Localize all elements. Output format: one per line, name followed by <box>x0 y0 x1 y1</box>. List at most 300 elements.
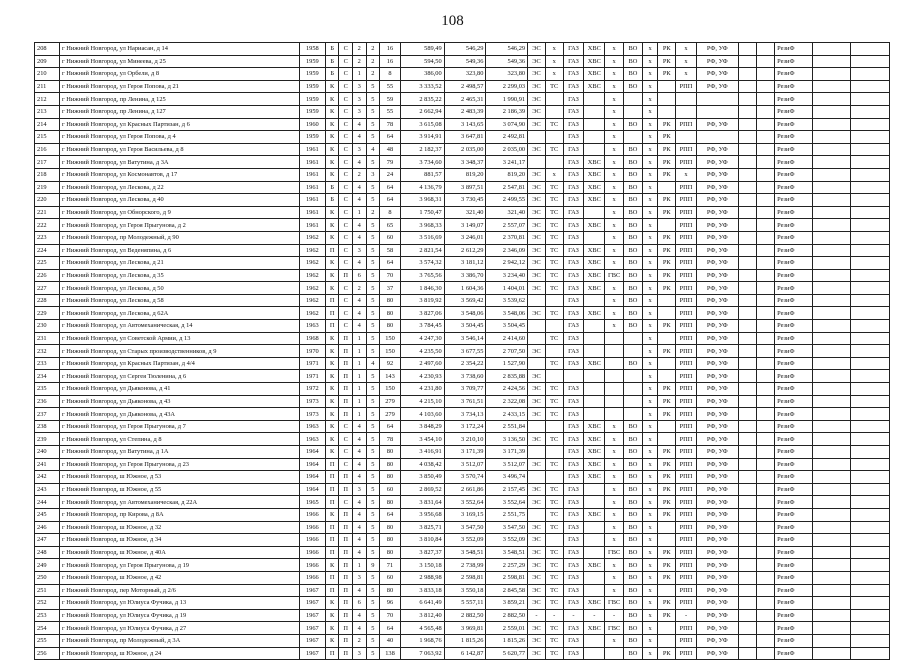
cell-foundation-type: РФ, УФ <box>696 257 738 270</box>
cell-apartments-count: 78 <box>380 118 401 131</box>
cell-series: С <box>339 219 353 232</box>
cell-extra-4 <box>851 244 890 257</box>
cell-total-area: 3 812,40 <box>400 609 444 622</box>
cell-private-area: 3 547,50 <box>486 521 528 534</box>
table-row <box>35 496 890 509</box>
cell-gas: ГАЗ <box>563 534 584 547</box>
cell-roof-type: РК <box>658 143 676 156</box>
cell-wall-material: К <box>325 609 339 622</box>
cell-facade-type: РПП <box>676 433 697 446</box>
cell-total-area: 4 103,60 <box>400 408 444 421</box>
cell-rubbish-chute: х <box>642 55 658 68</box>
cell-foundation-type: РФ, УФ <box>696 80 738 93</box>
cell-facade-type: РПП <box>676 206 697 219</box>
cell-extra-1 <box>738 231 757 244</box>
cell-extra-1 <box>738 244 757 257</box>
cell-electricity <box>528 446 546 459</box>
cell-heating: ТС <box>545 383 563 396</box>
cell-wall-material: К <box>325 80 339 93</box>
cell-floors-count: 5 <box>366 446 380 459</box>
cell-facade-type <box>676 93 697 106</box>
cell-apartments-count: 59 <box>380 93 401 106</box>
cell-cold-water <box>584 634 605 647</box>
cell-extra-3 <box>812 534 851 547</box>
cell-living-area: 3 512,07 <box>444 458 486 471</box>
cell-total-area: 3 734,60 <box>400 156 444 169</box>
cell-foundation-type <box>696 93 738 106</box>
cell-gas: ГАЗ <box>563 320 584 333</box>
cell-year-built: 1962 <box>299 244 325 257</box>
cell-address: г Нижний Новгород, пер Моторный, д 2/6 <box>60 584 300 597</box>
cell-rubbish-chute: х <box>642 320 658 333</box>
cell-year-built: 1961 <box>299 168 325 181</box>
table-row <box>35 43 890 56</box>
cell-foundation-type: РФ, УФ <box>696 483 738 496</box>
cell-series: П <box>339 546 353 559</box>
cell-cold-water <box>584 546 605 559</box>
cell-row-number: 210 <box>35 68 60 81</box>
cell-wall-material: К <box>325 370 339 383</box>
cell-extra-2 <box>757 609 775 622</box>
cell-total-area: 4 235,50 <box>400 345 444 358</box>
cell-apartments-count: 78 <box>380 433 401 446</box>
cell-apartments-count: 143 <box>380 370 401 383</box>
cell-living-area: 3 546,14 <box>444 332 486 345</box>
cell-living-area: 2 738,99 <box>444 559 486 572</box>
cell-wall-material: К <box>325 395 339 408</box>
cell-fund-form: РезиФ <box>775 571 813 584</box>
cell-fund-form: РезиФ <box>775 168 813 181</box>
cell-year-built: 1964 <box>299 446 325 459</box>
cell-living-area: 3 569,42 <box>444 294 486 307</box>
cell-floors-count: 5 <box>366 332 380 345</box>
cell-apartments-count: 92 <box>380 357 401 370</box>
cell-hot-water: х <box>605 194 624 207</box>
table-row <box>35 483 890 496</box>
cell-entrances-count: 4 <box>352 446 366 459</box>
cell-hot-water: х <box>605 55 624 68</box>
table-row <box>35 458 890 471</box>
cell-heating: ТС <box>545 496 563 509</box>
cell-extra-3 <box>812 634 851 647</box>
cell-heating: ТС <box>545 395 563 408</box>
cell-total-area: 3 827,06 <box>400 307 444 320</box>
cell-rubbish-chute: х <box>642 370 658 383</box>
cell-fund-form: РезиФ <box>775 420 813 433</box>
table-row <box>35 269 890 282</box>
cell-cold-water: ХВС <box>584 194 605 207</box>
cell-floors-count: 5 <box>366 634 380 647</box>
cell-hot-water: ГВС <box>605 269 624 282</box>
cell-hot-water: х <box>605 118 624 131</box>
cell-extra-1 <box>738 521 757 534</box>
cell-row-number: 235 <box>35 383 60 396</box>
cell-floors-count: 5 <box>366 269 380 282</box>
cell-electricity: ЭС <box>528 168 546 181</box>
cell-extra-2 <box>757 143 775 156</box>
cell-floors-count: 5 <box>366 622 380 635</box>
cell-wall-material: Б <box>325 181 339 194</box>
cell-rubbish-chute: х <box>642 433 658 446</box>
cell-entrances-count: 3 <box>352 244 366 257</box>
cell-apartments-count: 70 <box>380 609 401 622</box>
cell-heating: х <box>545 55 563 68</box>
cell-living-area: 2 661,86 <box>444 483 486 496</box>
cell-facade-type: РПП <box>676 622 697 635</box>
cell-row-number: 220 <box>35 194 60 207</box>
cell-total-area: 386,00 <box>400 68 444 81</box>
cell-entrances-count: 4 <box>352 156 366 169</box>
cell-floors-count: 5 <box>366 231 380 244</box>
cell-address: г Нижний Новгород, ул Орбели, д 8 <box>60 68 300 81</box>
cell-electricity <box>528 294 546 307</box>
cell-row-number: 219 <box>35 181 60 194</box>
cell-living-area: 3 548,51 <box>444 546 486 559</box>
cell-living-area: 3 181,12 <box>444 257 486 270</box>
cell-row-number: 255 <box>35 634 60 647</box>
cell-apartments-count: 64 <box>380 508 401 521</box>
cell-total-area: 1 968,76 <box>400 634 444 647</box>
cell-extra-4 <box>851 80 890 93</box>
cell-living-area: 2 498,57 <box>444 80 486 93</box>
cell-extra-4 <box>851 508 890 521</box>
table-row <box>35 294 890 307</box>
cell-apartments-count: 80 <box>380 584 401 597</box>
cell-series: С <box>339 282 353 295</box>
cell-series: П <box>339 609 353 622</box>
cell-series: П <box>339 332 353 345</box>
cell-address: г Нижний Новгород, пр Кирова, д 8А <box>60 508 300 521</box>
cell-total-area: 3 968,31 <box>400 194 444 207</box>
cell-extra-2 <box>757 118 775 131</box>
cell-year-built: 1968 <box>299 332 325 345</box>
table-row <box>35 332 890 345</box>
cell-fund-form: РезиФ <box>775 105 813 118</box>
cell-private-area: 2 370,81 <box>486 231 528 244</box>
cell-private-area: 2 882,50 <box>486 609 528 622</box>
cell-rubbish-chute: х <box>642 496 658 509</box>
cell-extra-3 <box>812 93 851 106</box>
cell-extra-3 <box>812 433 851 446</box>
cell-rubbish-chute: х <box>642 168 658 181</box>
table-row <box>35 609 890 622</box>
cell-extra-3 <box>812 131 851 144</box>
cell-private-area: 1 404,01 <box>486 282 528 295</box>
cell-hot-water: х <box>605 571 624 584</box>
cell-series: С <box>339 68 353 81</box>
cell-total-area: 4 565,48 <box>400 622 444 635</box>
cell-gas: ГАЗ <box>563 559 584 572</box>
cell-electricity: ЭС <box>528 408 546 421</box>
cell-fund-form: РезиФ <box>775 269 813 282</box>
cell-extra-1 <box>738 332 757 345</box>
cell-gas: ГАЗ <box>563 571 584 584</box>
cell-facade-type: РПП <box>676 370 697 383</box>
cell-wall-material: К <box>325 282 339 295</box>
cell-row-number: 248 <box>35 546 60 559</box>
table-row <box>35 395 890 408</box>
cell-apartments-count: 55 <box>380 105 401 118</box>
cell-apartments-count: 48 <box>380 143 401 156</box>
cell-heating: ТС <box>545 508 563 521</box>
cell-electricity: ЭС <box>528 559 546 572</box>
cell-entrances-count: 4 <box>352 294 366 307</box>
cell-electricity <box>528 471 546 484</box>
cell-roof-type: РК <box>658 269 676 282</box>
cell-living-area: 3 709,77 <box>444 383 486 396</box>
cell-floors-count: 5 <box>366 80 380 93</box>
cell-foundation-type: РФ, УФ <box>696 634 738 647</box>
cell-gas: ГАЗ <box>563 257 584 270</box>
cell-heating: ТС <box>545 219 563 232</box>
cell-year-built: 1959 <box>299 80 325 93</box>
cell-year-built: 1966 <box>299 546 325 559</box>
cell-foundation-type: РФ, УФ <box>696 307 738 320</box>
table-row <box>35 634 890 647</box>
cell-cold-water: - <box>584 609 605 622</box>
cell-hot-water: ГВС <box>605 546 624 559</box>
cell-cold-water: ХВС <box>584 622 605 635</box>
cell-apartments-count: 279 <box>380 395 401 408</box>
cell-total-area: 2 821,54 <box>400 244 444 257</box>
cell-series: С <box>339 55 353 68</box>
cell-electricity: ЭС <box>528 80 546 93</box>
cell-fund-form: РезиФ <box>775 320 813 333</box>
table-row <box>35 508 890 521</box>
cell-gas: ГАЗ <box>563 332 584 345</box>
cell-total-area: 2 835,22 <box>400 93 444 106</box>
cell-year-built: 1967 <box>299 597 325 610</box>
cell-fund-form: РезиФ <box>775 181 813 194</box>
cell-floors-count: 2 <box>366 55 380 68</box>
cell-heating <box>545 420 563 433</box>
cell-hot-water <box>605 647 624 660</box>
cell-private-area: 2 035,00 <box>486 143 528 156</box>
cell-heating: ТС <box>545 357 563 370</box>
cell-facade-type: РПП <box>676 420 697 433</box>
cell-foundation-type: РФ, УФ <box>696 55 738 68</box>
table-row <box>35 231 890 244</box>
cell-sewerage: ВО <box>624 357 643 370</box>
cell-fund-form: РезиФ <box>775 433 813 446</box>
cell-fund-form: РезиФ <box>775 357 813 370</box>
cell-private-area: 3 234,40 <box>486 269 528 282</box>
cell-gas: ГАЗ <box>563 55 584 68</box>
cell-extra-2 <box>757 383 775 396</box>
cell-gas: ГАЗ <box>563 244 584 257</box>
cell-cold-water: ХВС <box>584 269 605 282</box>
cell-total-area: 3 784,45 <box>400 320 444 333</box>
cell-address: г Нижний Новгород, ул Юлиуса Фучика, д 27 <box>60 622 300 635</box>
cell-year-built: 1963 <box>299 320 325 333</box>
cell-extra-4 <box>851 55 890 68</box>
cell-roof-type: РК <box>658 395 676 408</box>
cell-facade-type: РПП <box>676 320 697 333</box>
cell-year-built: 1973 <box>299 395 325 408</box>
cell-wall-material: П <box>325 320 339 333</box>
table-row <box>35 647 890 660</box>
cell-hot-water: - <box>605 609 624 622</box>
cell-extra-3 <box>812 370 851 383</box>
cell-extra-4 <box>851 383 890 396</box>
cell-extra-2 <box>757 471 775 484</box>
cell-floors-count: 5 <box>366 471 380 484</box>
cell-gas: ГАЗ <box>563 307 584 320</box>
cell-rubbish-chute: х <box>642 634 658 647</box>
cell-total-area: 1 750,47 <box>400 206 444 219</box>
table-row <box>35 408 890 421</box>
cell-heating: ТС <box>545 231 563 244</box>
cell-apartments-count: 96 <box>380 597 401 610</box>
cell-extra-3 <box>812 647 851 660</box>
cell-electricity: ЭС <box>528 68 546 81</box>
cell-extra-2 <box>757 584 775 597</box>
cell-entrances-count: 4 <box>352 534 366 547</box>
cell-floors-count: 5 <box>366 118 380 131</box>
cell-hot-water: х <box>605 131 624 144</box>
cell-wall-material: К <box>325 622 339 635</box>
cell-foundation-type: РФ, УФ <box>696 118 738 131</box>
cell-electricity: ЭС <box>528 571 546 584</box>
cell-apartments-count: 60 <box>380 231 401 244</box>
cell-total-area: 3 516,69 <box>400 231 444 244</box>
cell-row-number: 253 <box>35 609 60 622</box>
cell-extra-2 <box>757 206 775 219</box>
cell-cold-water <box>584 383 605 396</box>
cell-address: г Нижний Новгород, ул Дьяконова, д 43 <box>60 395 300 408</box>
cell-sewerage: ВО <box>624 80 643 93</box>
cell-rubbish-chute: х <box>642 68 658 81</box>
cell-row-number: 239 <box>35 433 60 446</box>
cell-cold-water <box>584 320 605 333</box>
cell-extra-4 <box>851 408 890 421</box>
cell-roof-type: РК <box>658 168 676 181</box>
table-row <box>35 471 890 484</box>
cell-gas: ГАЗ <box>563 68 584 81</box>
cell-hot-water: х <box>605 433 624 446</box>
cell-rubbish-chute: х <box>642 420 658 433</box>
cell-address: г Нижний Новгород, ул Лескова, д 58 <box>60 294 300 307</box>
cell-rubbish-chute: х <box>642 508 658 521</box>
cell-sewerage: ВО <box>624 206 643 219</box>
cell-entrances-count: 2 <box>352 282 366 295</box>
cell-heating: ТС <box>545 458 563 471</box>
cell-extra-2 <box>757 534 775 547</box>
cell-sewerage: ВО <box>624 55 643 68</box>
cell-extra-1 <box>738 118 757 131</box>
cell-address: г Нижний Новгород, пр Молодежный, д 3А <box>60 634 300 647</box>
cell-apartments-count: 80 <box>380 307 401 320</box>
cell-private-area: 2 346,09 <box>486 244 528 257</box>
cell-entrances-count: 1 <box>352 395 366 408</box>
cell-row-number: 243 <box>35 483 60 496</box>
cell-hot-water: х <box>605 156 624 169</box>
cell-apartments-count: 55 <box>380 80 401 93</box>
cell-electricity <box>528 320 546 333</box>
cell-foundation-type: РФ, УФ <box>696 597 738 610</box>
cell-wall-material: П <box>325 458 339 471</box>
cell-extra-4 <box>851 420 890 433</box>
cell-gas: ГАЗ <box>563 508 584 521</box>
cell-extra-1 <box>738 546 757 559</box>
cell-cold-water <box>584 647 605 660</box>
cell-extra-4 <box>851 634 890 647</box>
cell-entrances-count: 2 <box>352 634 366 647</box>
cell-extra-2 <box>757 168 775 181</box>
cell-extra-3 <box>812 68 851 81</box>
cell-facade-type: РПП <box>676 282 697 295</box>
cell-apartments-count: 60 <box>380 483 401 496</box>
cell-series: С <box>339 420 353 433</box>
cell-extra-3 <box>812 483 851 496</box>
cell-fund-form: РезиФ <box>775 68 813 81</box>
cell-series: С <box>339 320 353 333</box>
cell-wall-material: К <box>325 168 339 181</box>
cell-foundation-type: РФ, УФ <box>696 534 738 547</box>
cell-extra-1 <box>738 105 757 118</box>
cell-entrances-count: 4 <box>352 420 366 433</box>
cell-address: г Нижний Новгород, ул Героя Прыгунова, д 23 <box>60 458 300 471</box>
cell-roof-type <box>658 80 676 93</box>
cell-foundation-type: РФ, УФ <box>696 383 738 396</box>
cell-apartments-count: 65 <box>380 219 401 232</box>
cell-rubbish-chute: х <box>642 458 658 471</box>
cell-roof-type <box>658 219 676 232</box>
cell-sewerage <box>624 93 643 106</box>
cell-extra-3 <box>812 219 851 232</box>
cell-extra-1 <box>738 219 757 232</box>
cell-heating <box>545 156 563 169</box>
cell-year-built: 1965 <box>299 496 325 509</box>
cell-living-area: 2 598,81 <box>444 571 486 584</box>
cell-fund-form: РезиФ <box>775 307 813 320</box>
cell-fund-form: РезиФ <box>775 597 813 610</box>
cell-heating <box>545 446 563 459</box>
table-row <box>35 131 890 144</box>
cell-sewerage <box>624 408 643 421</box>
cell-cold-water: ХВС <box>584 458 605 471</box>
table-row <box>35 357 890 370</box>
cell-fund-form: РезиФ <box>775 383 813 396</box>
cell-facade-type: РПП <box>676 446 697 459</box>
table-row <box>35 420 890 433</box>
cell-foundation-type: РФ, УФ <box>696 370 738 383</box>
cell-extra-1 <box>738 357 757 370</box>
cell-living-area: 2 465,31 <box>444 93 486 106</box>
table-row <box>35 345 890 358</box>
cell-row-number: 246 <box>35 521 60 534</box>
cell-extra-1 <box>738 294 757 307</box>
cell-extra-4 <box>851 483 890 496</box>
cell-extra-4 <box>851 206 890 219</box>
cell-electricity: ЭС <box>528 93 546 106</box>
cell-wall-material: К <box>325 219 339 232</box>
cell-apartments-count: 150 <box>380 345 401 358</box>
cell-electricity: ЭС <box>528 244 546 257</box>
cell-address: г Нижний Новгород, ул Лескова, д 50 <box>60 282 300 295</box>
cell-heating <box>545 93 563 106</box>
cell-series: С <box>339 156 353 169</box>
cell-sewerage: ВО <box>624 647 643 660</box>
cell-gas: ГАЗ <box>563 231 584 244</box>
cell-gas: ГАЗ <box>563 458 584 471</box>
cell-extra-2 <box>757 483 775 496</box>
cell-electricity: ЭС <box>528 546 546 559</box>
cell-foundation-type: РФ, УФ <box>696 43 738 56</box>
cell-hot-water: х <box>605 559 624 572</box>
cell-heating: ТС <box>545 244 563 257</box>
cell-gas: ГАЗ <box>563 496 584 509</box>
